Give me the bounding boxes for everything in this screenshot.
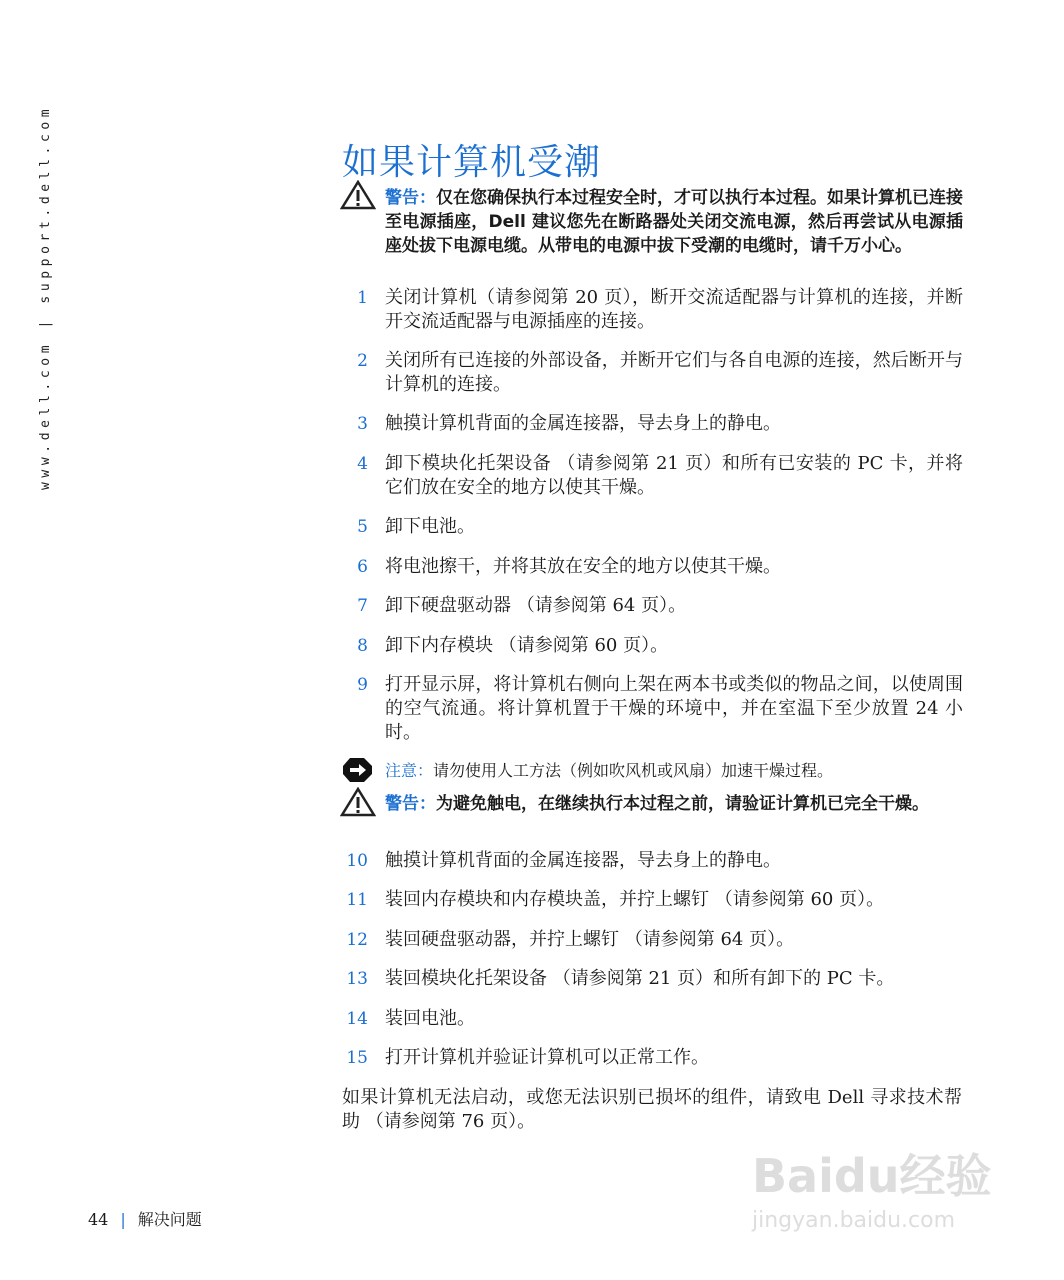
warning-text: 为避免触电，在继续执行本过程之前，请验证计算机已完全干燥。	[436, 794, 929, 814]
notice-label: 注意：	[385, 761, 434, 780]
notice-arrow-icon	[340, 755, 376, 785]
step-text: 装回硬盘驱动器，并拧上螺钉 （请参阅第 64 页）。	[385, 929, 795, 950]
baidu-watermark	[752, 1140, 992, 1233]
step-text: 装回模块化托架设备 （请参阅第 21 页）和所有卸下的 PC 卡。	[385, 968, 895, 989]
step-text: 打开计算机并验证计算机可以正常工作。	[385, 1047, 709, 1068]
step-number: 4	[357, 454, 368, 474]
page-title: 如果计算机受潮	[342, 142, 602, 183]
step-text: 关闭计算机（请参阅第 20 页），断开交流适配器与计算机的连接，并断开交流适配器与电源插座的连接。	[385, 287, 963, 332]
step-number: 14	[346, 1009, 368, 1029]
page-footer	[88, 1207, 202, 1230]
step-text: 关闭所有已连接的外部设备，并断开它们与各自电源的连接，然后断开与计算机的连接。	[385, 350, 963, 395]
step-number: 12	[346, 930, 368, 950]
step-text: 装回电池。	[385, 1008, 475, 1029]
step-text: 卸下硬盘驱动器 （请参阅第 64 页）。	[385, 595, 687, 616]
step-number: 1	[357, 288, 368, 308]
step-text: 卸下电池。	[385, 516, 475, 537]
warning-1	[385, 186, 963, 258]
watermark-logo: Baidu经验	[752, 1149, 992, 1203]
closing-paragraph: 如果计算机无法启动，或您无法识别已损坏的组件，请致电 Dell 寻求技术帮助 （请参阅第 76 页）。	[342, 1087, 962, 1132]
step-number: 13	[346, 969, 368, 989]
warning-text: 仅在您确保执行本过程安全时，才可以执行本过程。如果计算机已连接至电源插座，Dell 建议您先在断路器处关闭交流电源，然后再尝试从电源插座处拔下电源电缆。从带电的电源中拔下受潮的电缆时，请千万小心。	[385, 188, 963, 256]
page-number: 44	[88, 1210, 109, 1229]
step-number: 3	[357, 414, 368, 434]
notice	[385, 759, 963, 783]
step-text: 触摸计算机背面的金属连接器，导去身上的静电。	[385, 413, 781, 434]
warning-icon	[340, 787, 376, 817]
footer-separator: |	[120, 1210, 126, 1229]
step-text: 将电池擦干，并将其放在安全的地方以使其干燥。	[385, 556, 781, 577]
sidebar-url: www.dell.com | support.dell.com	[38, 104, 53, 490]
step-number: 5	[357, 517, 368, 537]
step-number: 9	[357, 675, 368, 695]
step-number: 10	[346, 851, 368, 871]
warning-label: 警告：	[385, 188, 436, 208]
step-number: 15	[346, 1048, 368, 1068]
step-text: 卸下内存模块 （请参阅第 60 页）。	[385, 635, 669, 656]
step-number: 2	[357, 351, 368, 371]
step-number: 8	[357, 636, 368, 656]
warning-icon	[340, 180, 376, 210]
step-text: 打开显示屏，将计算机右侧向上架在两本书或类似的物品之间，以使周围的空气流通。将计算机置于干燥的环境中，并在室温下至少放置 24 小时。	[385, 674, 963, 743]
step-number: 11	[346, 890, 368, 910]
watermark-url: jingyan.baidu.com	[752, 1208, 956, 1233]
step-number: 6	[357, 557, 368, 577]
section-name: 解决问题	[137, 1210, 202, 1229]
step-text: 装回内存模块和内存模块盖，并拧上螺钉 （请参阅第 60 页）。	[385, 889, 885, 910]
warning-2	[385, 792, 963, 816]
notice-text: 请勿使用人工方法（例如吹风机或风扇）加速干燥过程。	[433, 761, 834, 780]
step-number: 7	[357, 596, 368, 616]
step-text: 触摸计算机背面的金属连接器，导去身上的静电。	[385, 850, 781, 871]
step-text: 卸下模块化托架设备 （请参阅第 21 页）和所有已安装的 PC 卡，并将它们放在安全的地方以使其干燥。	[385, 453, 963, 498]
warning-label: 警告：	[385, 794, 436, 814]
